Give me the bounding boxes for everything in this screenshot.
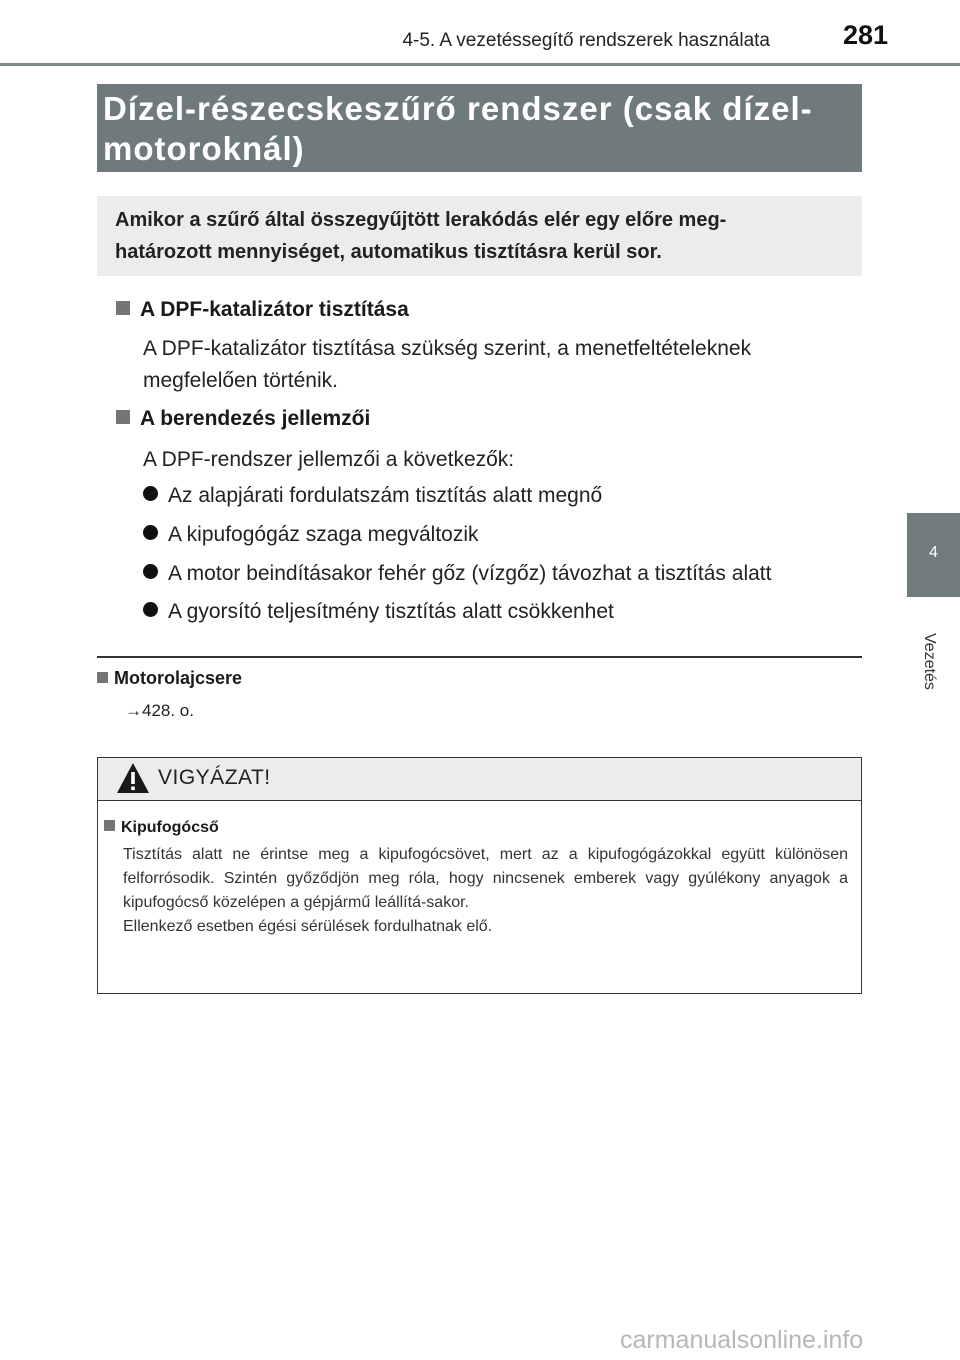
running-header: 4-5. A vezetéssegítő rendszerek használata xyxy=(402,30,770,51)
section-title-bar xyxy=(97,84,862,172)
square-bullet-icon xyxy=(116,410,130,424)
bullet-dot-icon xyxy=(143,486,158,501)
intro-box xyxy=(97,196,862,276)
cleaning-line-1: A DPF-katalizátor tisztítása szükség szerint, a menetfeltételeknek xyxy=(143,337,752,360)
cleaning-paragraph xyxy=(143,333,856,397)
warning-box xyxy=(97,757,862,994)
bullet-dot-icon xyxy=(143,525,158,540)
page-reference-link[interactable]: →428. o. xyxy=(125,701,194,720)
warning-body xyxy=(123,843,848,939)
page-number: 281 xyxy=(842,20,888,50)
bullet-dot-icon xyxy=(143,602,158,617)
warning-triangle-icon xyxy=(116,762,150,794)
bullet-dot-icon xyxy=(143,564,158,579)
warning-header xyxy=(98,758,861,801)
subsection-heading-cleaning xyxy=(116,298,409,322)
list-item: A gyorsító teljesítmény tisztítás alatt csökkenhet xyxy=(143,600,863,624)
subsection-heading-features-text: A berendezés jellemzői xyxy=(140,407,371,430)
note-heading xyxy=(97,668,242,689)
square-bullet-icon xyxy=(104,820,115,831)
square-bullet-icon xyxy=(116,301,130,315)
section-title xyxy=(103,89,853,169)
intro-line-1: Amikor a szűrő által összegyűjtött lerakódás elér egy előre meg- xyxy=(115,209,727,231)
list-item: A motor beindításakor fehér gőz (vízgőz) távozhat a tisztítás alatt xyxy=(143,562,863,586)
intro-line-2: határozott mennyiséget, automatikus tisztításra kerül sor. xyxy=(115,241,662,263)
subsection-heading-features xyxy=(116,407,370,431)
features-intro: A DPF-rendszer jellemzői a következők: xyxy=(143,448,515,471)
warning-label: VIGYÁZAT! xyxy=(158,766,271,789)
cleaning-line-2: megfelelően történik. xyxy=(143,369,338,392)
chapter-tab[interactable]: 4 xyxy=(907,513,960,597)
section-divider xyxy=(97,656,862,658)
intro-text xyxy=(115,204,845,268)
watermark: carmanualsonline.info xyxy=(620,1326,864,1354)
subsection-heading-cleaning-text: A DPF-katalizátor tisztítása xyxy=(140,298,409,321)
square-bullet-icon xyxy=(97,672,108,683)
section-title-line-1: Dízel-részecskeszűrő rendszer (csak dízel- xyxy=(103,90,813,127)
chapter-tab-label: Vezetés xyxy=(921,633,938,690)
warning-paragraph: Tisztítás alatt ne érintse meg a kipufogócsövet, mert az a kipufogógázokkal együtt különösen felforrósodik. Szintén győződjön meg róla, hogy nincsenek emberek vagy gyúlékony anyagok a kipufogócső közelépen a gépjármű leállítá-sakor. xyxy=(123,846,848,911)
list-item: A kipufogógáz szaga megváltozik xyxy=(143,523,863,547)
section-title-line-2: motoroknál) xyxy=(103,130,305,167)
note-heading-text: Motorolajcsere xyxy=(114,668,243,688)
warning-subheading xyxy=(104,819,219,837)
warning-paragraph: Ellenkező esetben égési sérülések fordulhatnak elő. xyxy=(123,918,493,935)
warning-subheading-text: Kipufogócső xyxy=(121,819,219,836)
header-divider xyxy=(0,63,960,66)
list-item: Az alapjárati fordulatszám tisztítás alatt megnő xyxy=(143,484,863,508)
